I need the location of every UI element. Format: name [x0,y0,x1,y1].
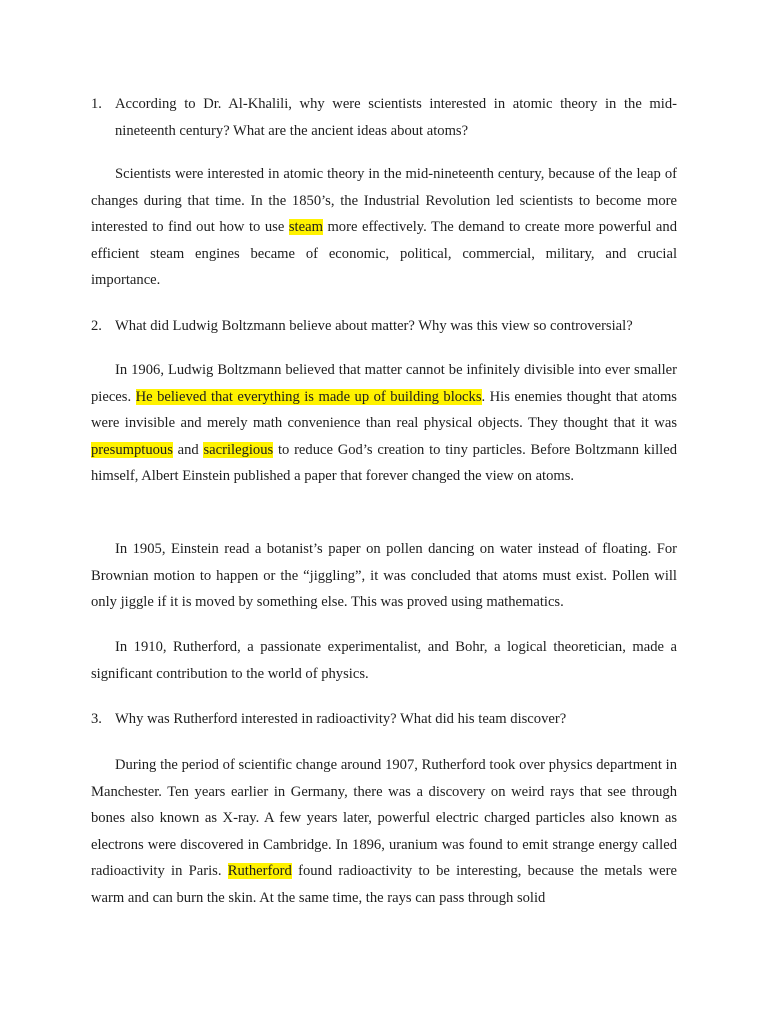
question-text: According to Dr. Al-Khalili, why were scientists interested in atomic theory in the mid-nineteenth century? What are the ancient ideas about atoms? [115,96,677,139]
question-number: 2. [91,318,102,334]
question-1 [91,91,677,144]
text-segment: found radioactivity to be interesting, because the metals were warm and can burn the skin. At the same time, the rays can pass through solid [91,863,677,906]
highlighted-text: presumptuous [91,441,173,458]
answer-paragraph-1 [91,161,677,294]
highlighted-text: Rutherford [227,863,292,879]
highlighted-text: sacrilegious [203,441,274,458]
answer-paragraph-3 [91,536,677,616]
highlighted-text: He believed that everything is made up of building blocks [135,388,482,405]
question-text: What did Ludwig Boltzmann believe about matter? Why was this view so controversial? [115,318,633,334]
text-segment: During the period of scientific change around 1907, Rutherford took over physics department in Manchester. Ten years earlier in Germany, there was a discovery on weird rays that see through bones also known as X-ray. A few years later, powerful electric charged particles also known as electrons were discovered in Cambridge. In 1896, uranium was found to emit strange energy called radioactivity in Paris. [91,757,677,879]
text-segment: In 1910, Rutherford, a passionate experimentalist, and Bohr, a logical theoretician, made a significant contribution to the world of physics. [91,639,677,682]
highlighted-text: steam [288,219,323,235]
answer-paragraph-4 [91,634,677,687]
answer-paragraph-5 [91,752,677,911]
question-2 [91,313,677,340]
text-segment: . His enemies thought that atoms were invisible and merely math convenience than real physical objects. They thought that it was [91,388,677,431]
answer-paragraph-2 [91,357,677,490]
text-segment: In 1905, Einstein read a botanist’s paper on pollen dancing on water instead of floating. For Brownian motion to happen or the “jiggling”, it was concluded that atoms must exist. Pollen will only jiggle if it is moved by something else. This was proved using mathematics. [91,541,677,610]
question-number: 1. [91,96,102,112]
question-text: Why was Rutherford interested in radioactivity? What did his team discover? [115,711,567,727]
question-3 [91,706,677,733]
text-segment: more effectively. The demand to create more powerful and efficient steam engines became of economic, political, commercial, military, and crucial importance. [91,219,678,288]
text-segment: to reduce God’s creation to tiny particles. Before Boltzmann killed himself, Albert Einstein published a paper that forever changed the view on atoms. [91,441,677,484]
text-segment: In 1906, Ludwig Boltzmann believed that matter cannot be infinitely divisible into ever smaller pieces. [91,362,677,405]
text-segment: and [172,441,204,458]
text-segment: Scientists were interested in atomic theory in the mid-nineteenth century, because of the leap of changes during that time. In the 1850’s, the Industrial Revolution led scientists to become more interested to find out how to use [91,166,677,235]
question-number: 3. [91,711,102,727]
